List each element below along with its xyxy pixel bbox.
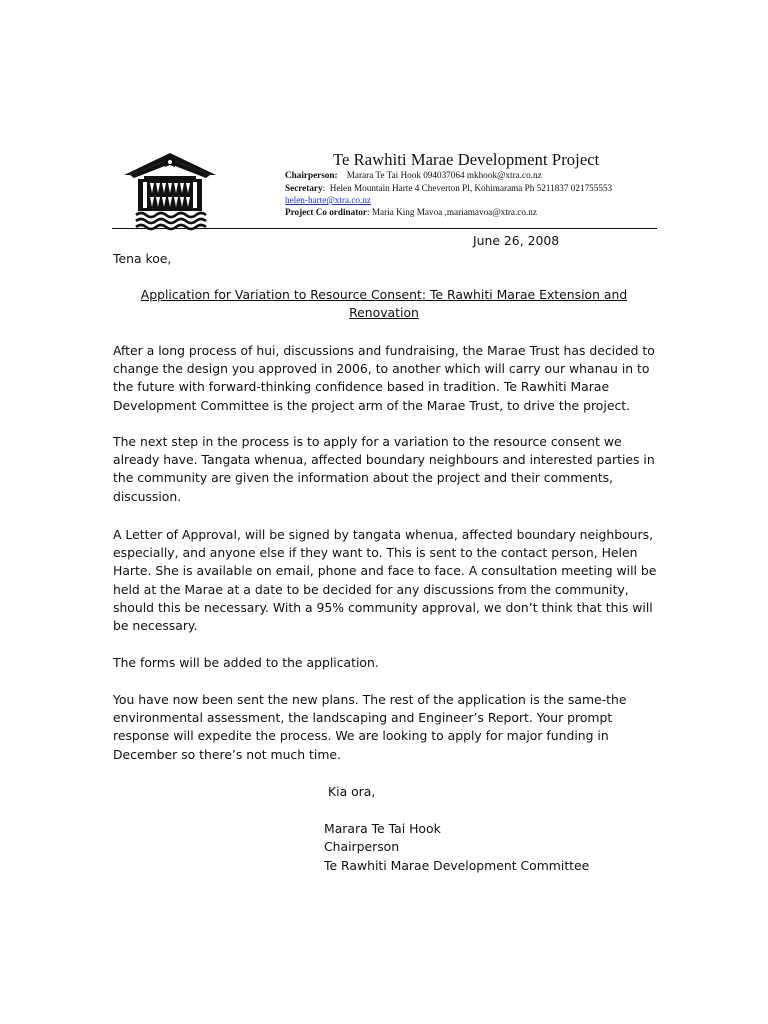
letterhead-divider	[112, 228, 657, 229]
signature-organisation: Te Rawhiti Marae Development Committee	[324, 858, 590, 873]
coordinator-details: Maria King Mavoa ,mariamavoa@xtra.co.nz	[371, 207, 537, 217]
subject-line: Application for Variation to Resource Consent: Te Rawhiti Marae Extension and Renovation	[140, 287, 628, 321]
letter-date: June 26, 2008	[473, 233, 560, 248]
paragraph-2: The next step in the process is to apply for a variation to the resource consent we already have. Tangata whenua, affected boundary neighbours and interested parties in the community are given the information about the project and their comments, discussion.	[113, 434, 655, 504]
salutation: Tena koe,	[113, 251, 172, 266]
secretary-label: Secretary	[285, 183, 323, 193]
coordinator-line: Project Co ordinator: Maria King Mavoa ,mariamavoa@xtra.co.nz	[285, 207, 537, 217]
chairperson-line: Chairperson: Marara Te Tai Hook 094037064 mkhook@xtra.co.nz	[285, 170, 542, 180]
chairperson-label: Chairperson	[285, 170, 335, 180]
secretary-email-link[interactable]: helen-harte@xtra.co.nz	[285, 195, 371, 205]
signature-role: Chairperson	[324, 839, 400, 854]
secretary-email-line	[285, 195, 371, 205]
marae-logo-icon	[124, 151, 216, 231]
closing: Kia ora,	[328, 784, 376, 799]
paragraph-4: The forms will be added to the application.	[113, 655, 379, 670]
secretary-details: Helen Mountain Harte 4 Cheverton Pl, Kohimarama Ph 5211837 021755553	[329, 183, 613, 193]
paragraph-3: A Letter of Approval, will be signed by tangata whenua, affected boundary neighbours, especially, and anyone else if they want to. This is sent to the contact person, Helen Harte. She is available on email, phone and face to face. A consultation meeting will be held at the Marae at a date to be decided for any discussions from the community, should this be necessary. With a 95% community approval, we don’t think that this will be necessary.	[113, 527, 657, 634]
secretary-line: Secretary: Helen Mountain Harte 4 Cheverton Pl, Kohimarama Ph 5211837 021755553	[285, 183, 613, 193]
coordinator-label: Project Co ordinator	[285, 207, 367, 217]
paragraph-5: You have now been sent the new plans. The rest of the application is the same-the environmental assessment, the landscaping and Engineer’s Report. Your prompt response will expedite the process. We are looking to apply for major funding in December so there’s not much time.	[113, 692, 627, 762]
letterhead-title: Te Rawhiti Marae Development Project	[333, 150, 600, 169]
chairperson-details: Marara Te Tai Hook 094037064 mkhook@xtra.co.nz	[346, 170, 542, 180]
signature-name: Marara Te Tai Hook	[324, 821, 441, 836]
paragraph-1: After a long process of hui, discussions and fundraising, the Marae Trust has decided to change the design you approved in 2006, to another which will carry our whanau in to the future with forward-thinking confidence based in tradition. Te Rawhiti Marae Development Committee is the project arm of the Marae Trust, to drive the project.	[113, 343, 655, 413]
